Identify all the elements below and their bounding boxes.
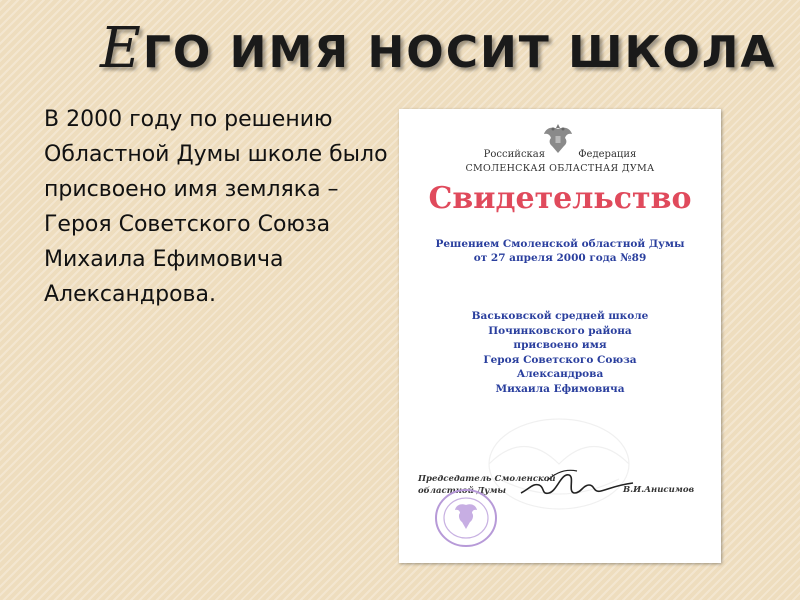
certificate-signer: В.И.Анисимов [623,485,695,495]
body-text: В 2000 году по решению Областной Думы школе было присвоено имя земляка – Героя Советского Союза Михаила Ефимовича Александрова. [44,107,388,307]
certificate-award [399,309,721,396]
certificate-organization: СМОЛЕНСКАЯ ОБЛАСТНАЯ ДУМА [465,163,655,174]
round-seal-icon [433,487,499,549]
decision-line: Решением Смоленской областной Думы [435,238,685,250]
award-line: Героя Советского Союза [483,353,637,366]
award-line: присвоено имя [513,339,607,351]
certificate-image [399,109,721,563]
title-rest: ГО ИМЯ НОСИТ ШКОЛА [142,27,777,78]
award-line: Васьковской средней школе [471,310,649,322]
award-line: Михаила Ефимовича [495,382,625,395]
slide-title [100,16,777,81]
award-line: Починковского района [488,324,632,337]
decision-line: от 27 апреля 2000 года №89 [473,252,647,264]
title-first-letter: Е [100,16,143,81]
chair-line: Председатель Смоленской [418,474,556,484]
award-line: Александрова [516,368,604,380]
chair-line: областной Думы [418,486,507,496]
certificate-decision [399,237,721,265]
certificate-country: Российская Федерация [483,149,637,160]
certificate-heading: Свидетельство [428,181,692,216]
